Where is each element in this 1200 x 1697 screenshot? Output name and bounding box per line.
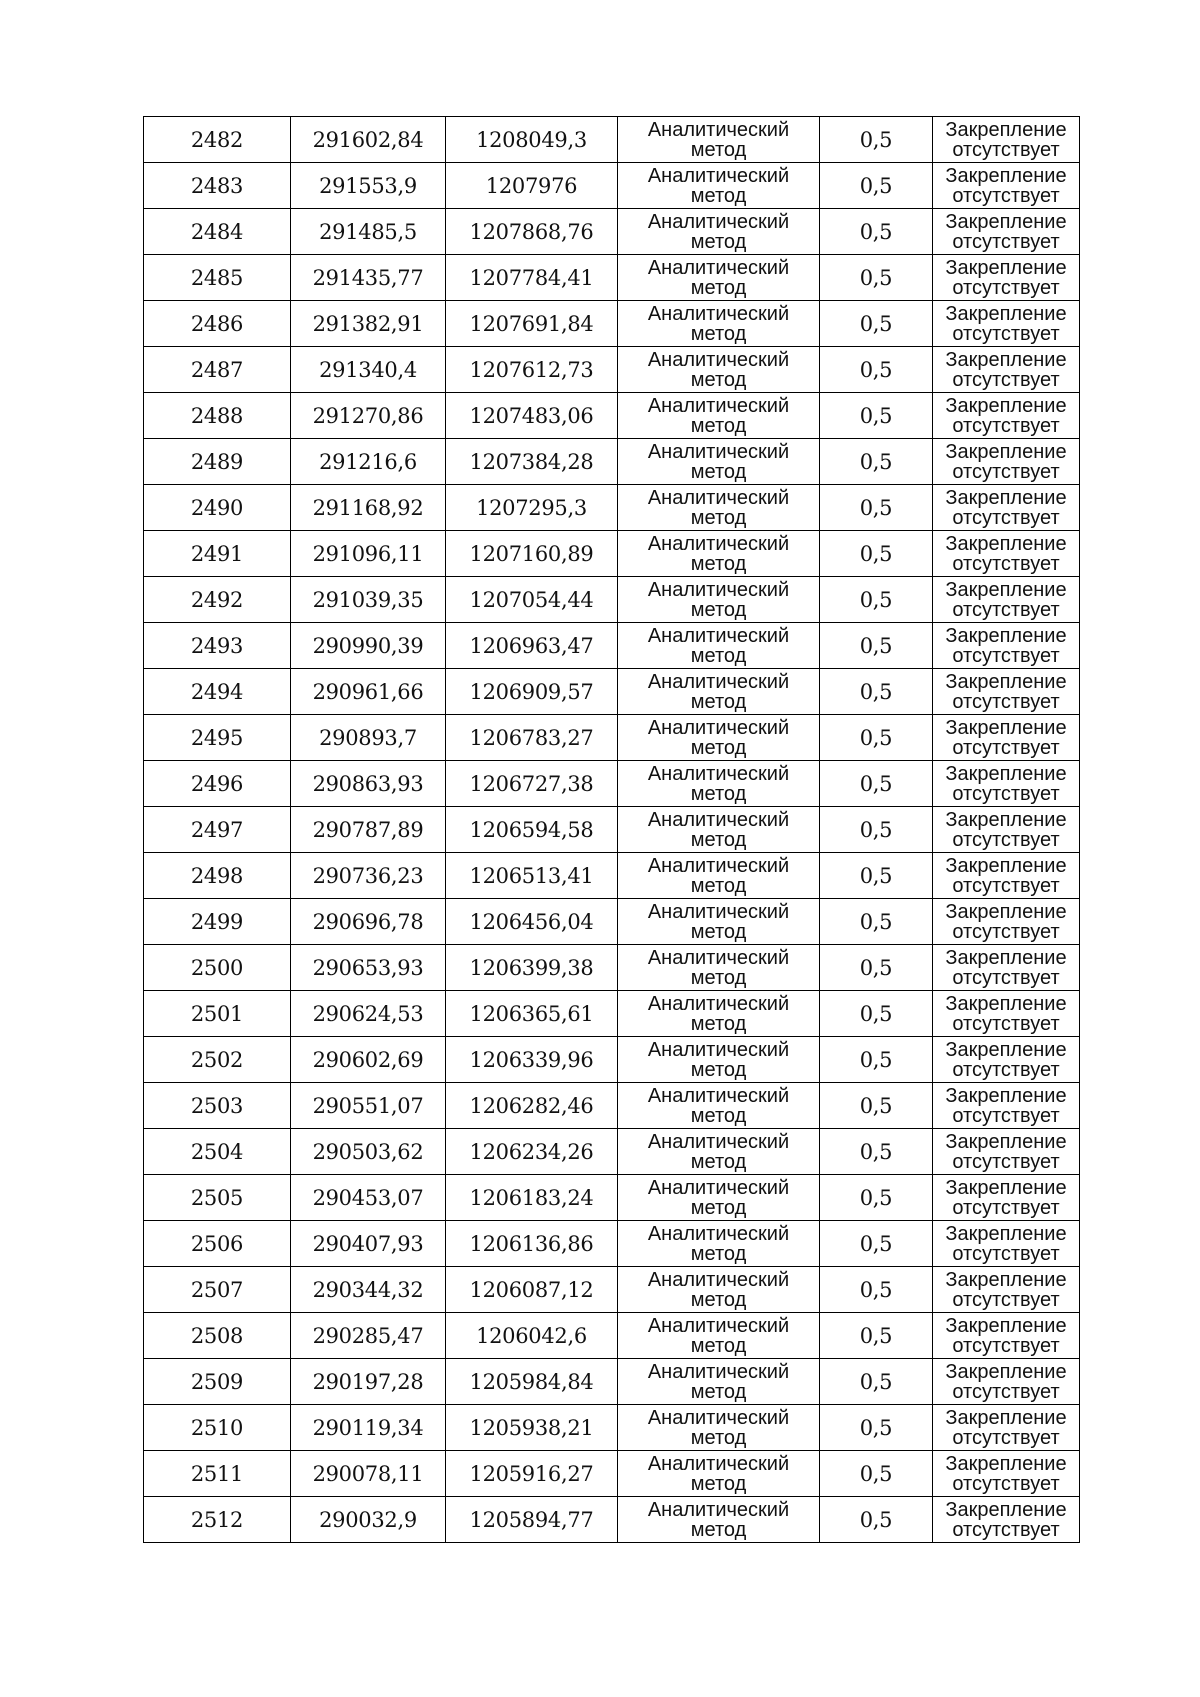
fixation-text: Закрепление отсутствует — [945, 394, 1067, 437]
error-value-cell: 0,5 — [820, 163, 933, 209]
error-value-cell: 0,5 — [820, 301, 933, 347]
table-row — [144, 715, 1080, 761]
point-number-cell: 2485 — [144, 255, 291, 301]
y-coordinate-cell: 1206234,26 — [446, 1129, 618, 1175]
fixation-cell — [933, 1175, 1080, 1221]
point-number-cell: 2498 — [144, 853, 291, 899]
y-coordinate-cell: 1206087,12 — [446, 1267, 618, 1313]
method-text: Аналитический метод — [647, 1360, 790, 1403]
y-coordinate-cell: 1206513,41 — [446, 853, 618, 899]
y-coordinate-cell: 1205894,77 — [446, 1497, 618, 1543]
fixation-text: Закрепление отсутствует — [945, 1452, 1067, 1495]
y-coordinate-cell: 1205984,84 — [446, 1359, 618, 1405]
fixation-text: Закрепление отсутствует — [945, 164, 1067, 207]
fixation-cell — [933, 1129, 1080, 1175]
error-value-cell: 0,5 — [820, 991, 933, 1037]
fixation-text: Закрепление отсутствует — [945, 992, 1067, 1035]
method-cell — [618, 761, 820, 807]
method-text: Аналитический метод — [647, 1038, 790, 1081]
method-cell — [618, 1175, 820, 1221]
fixation-text: Закрепление отсутствует — [945, 1360, 1067, 1403]
x-coordinate-cell: 291039,35 — [291, 577, 446, 623]
x-coordinate-cell: 290078,11 — [291, 1451, 446, 1497]
table-row — [144, 991, 1080, 1037]
table-row — [144, 899, 1080, 945]
y-coordinate-cell: 1206042,6 — [446, 1313, 618, 1359]
method-cell — [618, 1405, 820, 1451]
error-value-cell: 0,5 — [820, 209, 933, 255]
x-coordinate-cell: 290119,34 — [291, 1405, 446, 1451]
method-cell — [618, 1083, 820, 1129]
error-value-cell: 0,5 — [820, 623, 933, 669]
table-row — [144, 301, 1080, 347]
fixation-cell — [933, 899, 1080, 945]
x-coordinate-cell: 290344,32 — [291, 1267, 446, 1313]
y-coordinate-cell: 1206456,04 — [446, 899, 618, 945]
point-number-cell: 2489 — [144, 439, 291, 485]
y-coordinate-cell: 1206136,86 — [446, 1221, 618, 1267]
point-number-cell: 2496 — [144, 761, 291, 807]
y-coordinate-cell: 1206783,27 — [446, 715, 618, 761]
method-text: Аналитический метод — [647, 1314, 790, 1357]
method-cell — [618, 163, 820, 209]
point-number-cell: 2512 — [144, 1497, 291, 1543]
y-coordinate-cell: 1205916,27 — [446, 1451, 618, 1497]
fixation-text: Закрепление отсутствует — [945, 440, 1067, 483]
fixation-cell — [933, 577, 1080, 623]
table-row — [144, 439, 1080, 485]
fixation-cell — [933, 1497, 1080, 1543]
y-coordinate-cell: 1207868,76 — [446, 209, 618, 255]
method-cell — [618, 1037, 820, 1083]
table-row — [144, 531, 1080, 577]
error-value-cell: 0,5 — [820, 1313, 933, 1359]
error-value-cell: 0,5 — [820, 669, 933, 715]
point-number-cell: 2504 — [144, 1129, 291, 1175]
fixation-cell — [933, 1405, 1080, 1451]
fixation-text: Закрепление отсутствует — [945, 256, 1067, 299]
point-number-cell: 2483 — [144, 163, 291, 209]
error-value-cell: 0,5 — [820, 1359, 933, 1405]
x-coordinate-cell: 290285,47 — [291, 1313, 446, 1359]
y-coordinate-cell: 1207160,89 — [446, 531, 618, 577]
method-cell — [618, 623, 820, 669]
x-coordinate-cell: 290736,23 — [291, 853, 446, 899]
method-text: Аналитический метод — [647, 1222, 790, 1265]
x-coordinate-cell: 290032,9 — [291, 1497, 446, 1543]
fixation-text: Закрепление отсутствует — [945, 1176, 1067, 1219]
fixation-cell — [933, 761, 1080, 807]
x-coordinate-cell: 291168,92 — [291, 485, 446, 531]
fixation-text: Закрепление отсутствует — [945, 578, 1067, 621]
error-value-cell: 0,5 — [820, 1129, 933, 1175]
method-cell — [618, 209, 820, 255]
table-row — [144, 1497, 1080, 1543]
y-coordinate-cell: 1206399,38 — [446, 945, 618, 991]
x-coordinate-cell: 290551,07 — [291, 1083, 446, 1129]
error-value-cell: 0,5 — [820, 117, 933, 163]
fixation-text: Закрепление отсутствует — [945, 118, 1067, 161]
y-coordinate-cell: 1205938,21 — [446, 1405, 618, 1451]
error-value-cell: 0,5 — [820, 1405, 933, 1451]
table-row — [144, 393, 1080, 439]
table-row — [144, 623, 1080, 669]
y-coordinate-cell: 1207691,84 — [446, 301, 618, 347]
error-value-cell: 0,5 — [820, 1221, 933, 1267]
method-cell — [618, 485, 820, 531]
fixation-cell — [933, 393, 1080, 439]
x-coordinate-cell: 291340,4 — [291, 347, 446, 393]
fixation-cell — [933, 1221, 1080, 1267]
x-coordinate-cell: 290961,66 — [291, 669, 446, 715]
x-coordinate-cell: 290990,39 — [291, 623, 446, 669]
fixation-cell — [933, 255, 1080, 301]
method-cell — [618, 1451, 820, 1497]
error-value-cell: 0,5 — [820, 1037, 933, 1083]
table-row — [144, 1175, 1080, 1221]
method-cell — [618, 1313, 820, 1359]
method-text: Аналитический метод — [647, 1452, 790, 1495]
fixation-text: Закрепление отсутствует — [945, 1130, 1067, 1173]
method-text: Аналитический метод — [647, 210, 790, 253]
y-coordinate-cell: 1207483,06 — [446, 393, 618, 439]
method-text: Аналитический метод — [647, 1268, 790, 1311]
point-number-cell: 2508 — [144, 1313, 291, 1359]
method-cell — [618, 393, 820, 439]
method-cell — [618, 439, 820, 485]
method-text: Аналитический метод — [647, 624, 790, 667]
method-text: Аналитический метод — [647, 808, 790, 851]
method-cell — [618, 531, 820, 577]
y-coordinate-cell: 1207976 — [446, 163, 618, 209]
point-number-cell: 2509 — [144, 1359, 291, 1405]
fixation-cell — [933, 669, 1080, 715]
x-coordinate-cell: 290787,89 — [291, 807, 446, 853]
table-row — [144, 485, 1080, 531]
method-cell — [618, 1497, 820, 1543]
x-coordinate-cell: 291485,5 — [291, 209, 446, 255]
point-number-cell: 2494 — [144, 669, 291, 715]
fixation-text: Закрепление отсутствует — [945, 946, 1067, 989]
error-value-cell: 0,5 — [820, 255, 933, 301]
error-value-cell: 0,5 — [820, 761, 933, 807]
method-text: Аналитический метод — [647, 1130, 790, 1173]
table-row — [144, 577, 1080, 623]
x-coordinate-cell: 290453,07 — [291, 1175, 446, 1221]
method-cell — [618, 715, 820, 761]
x-coordinate-cell: 291435,77 — [291, 255, 446, 301]
method-cell — [618, 1221, 820, 1267]
method-text: Аналитический метод — [647, 532, 790, 575]
method-cell — [618, 1359, 820, 1405]
error-value-cell: 0,5 — [820, 531, 933, 577]
method-text: Аналитический метод — [647, 946, 790, 989]
point-number-cell: 2506 — [144, 1221, 291, 1267]
x-coordinate-cell: 290503,62 — [291, 1129, 446, 1175]
method-cell — [618, 669, 820, 715]
fixation-cell — [933, 1083, 1080, 1129]
point-number-cell: 2490 — [144, 485, 291, 531]
method-cell — [618, 853, 820, 899]
x-coordinate-cell: 291216,6 — [291, 439, 446, 485]
table-row — [144, 945, 1080, 991]
fixation-cell — [933, 1359, 1080, 1405]
error-value-cell: 0,5 — [820, 1083, 933, 1129]
fixation-cell — [933, 531, 1080, 577]
method-text: Аналитический метод — [647, 716, 790, 759]
method-text: Аналитический метод — [647, 118, 790, 161]
fixation-text: Закрепление отсутствует — [945, 348, 1067, 391]
x-coordinate-cell: 291096,11 — [291, 531, 446, 577]
method-cell — [618, 117, 820, 163]
table-body — [144, 117, 1080, 1543]
fixation-text: Закрепление отсутствует — [945, 900, 1067, 943]
method-cell — [618, 255, 820, 301]
point-number-cell: 2482 — [144, 117, 291, 163]
x-coordinate-cell: 291270,86 — [291, 393, 446, 439]
x-coordinate-cell: 290624,53 — [291, 991, 446, 1037]
point-number-cell: 2501 — [144, 991, 291, 1037]
table-row — [144, 1083, 1080, 1129]
error-value-cell: 0,5 — [820, 577, 933, 623]
point-number-cell: 2511 — [144, 1451, 291, 1497]
y-coordinate-cell: 1207054,44 — [446, 577, 618, 623]
y-coordinate-cell: 1207384,28 — [446, 439, 618, 485]
table-row — [144, 1129, 1080, 1175]
error-value-cell: 0,5 — [820, 485, 933, 531]
method-text: Аналитический метод — [647, 256, 790, 299]
method-cell — [618, 347, 820, 393]
fixation-text: Закрепление отсутствует — [945, 854, 1067, 897]
point-number-cell: 2510 — [144, 1405, 291, 1451]
method-text: Аналитический метод — [647, 440, 790, 483]
method-text: Аналитический метод — [647, 1498, 790, 1541]
method-cell — [618, 807, 820, 853]
error-value-cell: 0,5 — [820, 393, 933, 439]
point-number-cell: 2497 — [144, 807, 291, 853]
fixation-cell — [933, 439, 1080, 485]
fixation-text: Закрепление отсутствует — [945, 302, 1067, 345]
error-value-cell: 0,5 — [820, 715, 933, 761]
table-row — [144, 1405, 1080, 1451]
point-number-cell: 2487 — [144, 347, 291, 393]
y-coordinate-cell: 1208049,3 — [446, 117, 618, 163]
x-coordinate-cell: 291553,9 — [291, 163, 446, 209]
method-cell — [618, 945, 820, 991]
table-row — [144, 669, 1080, 715]
method-cell — [618, 991, 820, 1037]
fixation-cell — [933, 853, 1080, 899]
y-coordinate-cell: 1206594,58 — [446, 807, 618, 853]
x-coordinate-cell: 291382,91 — [291, 301, 446, 347]
method-text: Аналитический метод — [647, 302, 790, 345]
fixation-text: Закрепление отсутствует — [945, 762, 1067, 805]
fixation-text: Закрепление отсутствует — [945, 670, 1067, 713]
method-text: Аналитический метод — [647, 1176, 790, 1219]
method-text: Аналитический метод — [647, 1406, 790, 1449]
method-cell — [618, 1129, 820, 1175]
error-value-cell: 0,5 — [820, 1267, 933, 1313]
x-coordinate-cell: 290696,78 — [291, 899, 446, 945]
method-text: Аналитический метод — [647, 900, 790, 943]
error-value-cell: 0,5 — [820, 1497, 933, 1543]
table-row — [144, 807, 1080, 853]
fixation-cell — [933, 347, 1080, 393]
fixation-cell — [933, 1037, 1080, 1083]
point-number-cell: 2495 — [144, 715, 291, 761]
y-coordinate-cell: 1206727,38 — [446, 761, 618, 807]
method-text: Аналитический метод — [647, 486, 790, 529]
method-text: Аналитический метод — [647, 854, 790, 897]
fixation-cell — [933, 623, 1080, 669]
table-row — [144, 1037, 1080, 1083]
point-number-cell: 2500 — [144, 945, 291, 991]
fixation-text: Закрепление отсутствует — [945, 1038, 1067, 1081]
point-number-cell: 2499 — [144, 899, 291, 945]
fixation-text: Закрепление отсутствует — [945, 808, 1067, 851]
method-text: Аналитический метод — [647, 992, 790, 1035]
x-coordinate-cell: 290602,69 — [291, 1037, 446, 1083]
fixation-text: Закрепление отсутствует — [945, 624, 1067, 667]
fixation-cell — [933, 485, 1080, 531]
fixation-cell — [933, 807, 1080, 853]
fixation-cell — [933, 1267, 1080, 1313]
fixation-cell — [933, 117, 1080, 163]
x-coordinate-cell: 291602,84 — [291, 117, 446, 163]
point-number-cell: 2505 — [144, 1175, 291, 1221]
y-coordinate-cell: 1206365,61 — [446, 991, 618, 1037]
fixation-text: Закрепление отсутствует — [945, 1314, 1067, 1357]
point-number-cell: 2484 — [144, 209, 291, 255]
point-number-cell: 2493 — [144, 623, 291, 669]
point-number-cell: 2503 — [144, 1083, 291, 1129]
point-number-cell: 2486 — [144, 301, 291, 347]
method-text: Аналитический метод — [647, 762, 790, 805]
point-number-cell: 2492 — [144, 577, 291, 623]
x-coordinate-cell: 290863,93 — [291, 761, 446, 807]
fixation-cell — [933, 1313, 1080, 1359]
fixation-text: Закрепление отсутствует — [945, 716, 1067, 759]
table-row — [144, 1221, 1080, 1267]
x-coordinate-cell: 290893,7 — [291, 715, 446, 761]
y-coordinate-cell: 1206339,96 — [446, 1037, 618, 1083]
x-coordinate-cell: 290407,93 — [291, 1221, 446, 1267]
point-number-cell: 2502 — [144, 1037, 291, 1083]
table-row — [144, 255, 1080, 301]
fixation-text: Закрепление отсутствует — [945, 1268, 1067, 1311]
error-value-cell: 0,5 — [820, 439, 933, 485]
fixation-text: Закрепление отсутствует — [945, 532, 1067, 575]
error-value-cell: 0,5 — [820, 1175, 933, 1221]
y-coordinate-cell: 1206963,47 — [446, 623, 618, 669]
fixation-text: Закрепление отсутствует — [945, 1222, 1067, 1265]
fixation-cell — [933, 991, 1080, 1037]
y-coordinate-cell: 1207612,73 — [446, 347, 618, 393]
method-cell — [618, 301, 820, 347]
fixation-text: Закрепление отсутствует — [945, 486, 1067, 529]
error-value-cell: 0,5 — [820, 945, 933, 991]
error-value-cell: 0,5 — [820, 807, 933, 853]
table-row — [144, 163, 1080, 209]
table-row — [144, 1267, 1080, 1313]
y-coordinate-cell: 1207784,41 — [446, 255, 618, 301]
table-row — [144, 761, 1080, 807]
method-text: Аналитический метод — [647, 348, 790, 391]
y-coordinate-cell: 1206282,46 — [446, 1083, 618, 1129]
x-coordinate-cell: 290197,28 — [291, 1359, 446, 1405]
y-coordinate-cell: 1207295,3 — [446, 485, 618, 531]
fixation-cell — [933, 945, 1080, 991]
method-text: Аналитический метод — [647, 1084, 790, 1127]
table-row — [144, 347, 1080, 393]
error-value-cell: 0,5 — [820, 899, 933, 945]
table-row — [144, 1359, 1080, 1405]
error-value-cell: 0,5 — [820, 347, 933, 393]
fixation-text: Закрепление отсутствует — [945, 1406, 1067, 1449]
fixation-cell — [933, 301, 1080, 347]
method-text: Аналитический метод — [647, 578, 790, 621]
fixation-cell — [933, 163, 1080, 209]
point-number-cell: 2488 — [144, 393, 291, 439]
error-value-cell: 0,5 — [820, 1451, 933, 1497]
table-row — [144, 1451, 1080, 1497]
point-number-cell: 2507 — [144, 1267, 291, 1313]
fixation-text: Закрепление отсутствует — [945, 1084, 1067, 1127]
method-cell — [618, 577, 820, 623]
fixation-text: Закрепление отсутствует — [945, 210, 1067, 253]
fixation-cell — [933, 209, 1080, 255]
fixation-text: Закрепление отсутствует — [945, 1498, 1067, 1541]
error-value-cell: 0,5 — [820, 853, 933, 899]
table-row — [144, 853, 1080, 899]
coordinates-table — [143, 116, 1080, 1543]
method-text: Аналитический метод — [647, 670, 790, 713]
method-text: Аналитический метод — [647, 164, 790, 207]
method-cell — [618, 899, 820, 945]
y-coordinate-cell: 1206183,24 — [446, 1175, 618, 1221]
table-row — [144, 1313, 1080, 1359]
x-coordinate-cell: 290653,93 — [291, 945, 446, 991]
method-cell — [618, 1267, 820, 1313]
y-coordinate-cell: 1206909,57 — [446, 669, 618, 715]
point-number-cell: 2491 — [144, 531, 291, 577]
fixation-cell — [933, 715, 1080, 761]
method-text: Аналитический метод — [647, 394, 790, 437]
table-row — [144, 117, 1080, 163]
fixation-cell — [933, 1451, 1080, 1497]
table-row — [144, 209, 1080, 255]
